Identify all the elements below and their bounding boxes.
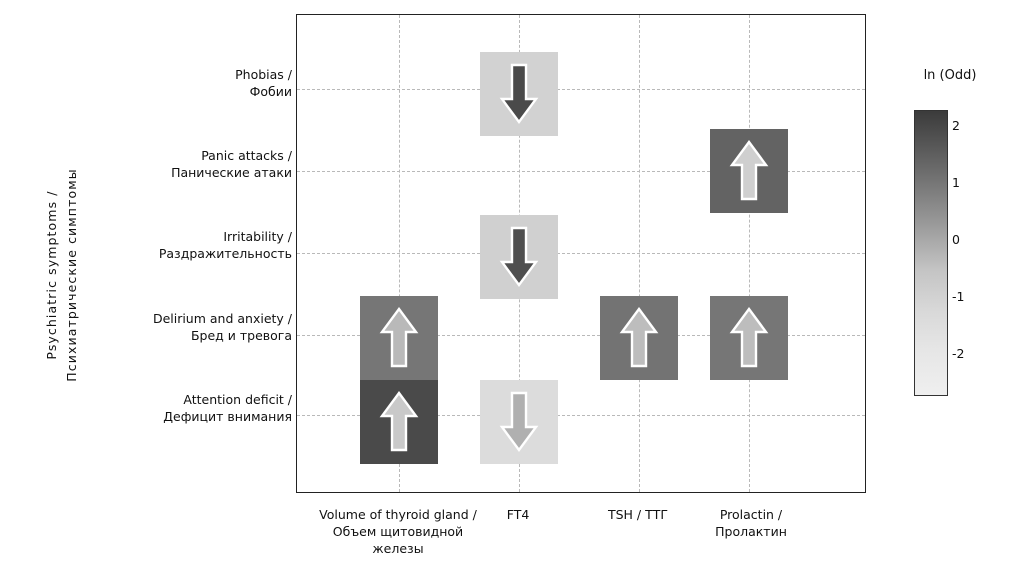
x-tick-label-prolactin: Prolactin / Пролактин bbox=[715, 507, 787, 539]
y-tick-label-attention-deficit: Attention deficit / Дефицит внимания bbox=[163, 392, 292, 424]
y-tick-label-panic-attacks: Panic attacks / Паническиe атаки bbox=[171, 148, 292, 180]
x-tick-label-tsh: TSH / ТТГ bbox=[607, 507, 669, 522]
x-tick-label-ft4: FT4 bbox=[506, 507, 530, 522]
heatmap-cell-delirium-and-anxiety-tsh[interactable] bbox=[600, 296, 678, 380]
colorbar-legend bbox=[908, 68, 1018, 428]
colorbar-tick-neg1: -1 bbox=[952, 289, 965, 304]
heatmap-cell-attention-deficit-ft4[interactable] bbox=[480, 380, 558, 464]
y-tick-label-phobias: Phobias / Фобии bbox=[235, 67, 292, 99]
colorbar-title: ln (Odd) bbox=[923, 68, 977, 83]
heatmap-cell-attention-deficit-thyroid-volume[interactable] bbox=[360, 380, 438, 464]
x-tick-labels bbox=[296, 500, 866, 570]
colorbar-tick-2: 2 bbox=[952, 118, 960, 133]
y-axis-title-line2: Психиатрические симптомы bbox=[64, 168, 79, 382]
gridline-horizontal-row1 bbox=[297, 89, 865, 90]
heatmap-cell-phobias-ft4[interactable] bbox=[480, 52, 558, 136]
heatmap-cell-delirium-and-anxiety-prolactin[interactable] bbox=[710, 296, 788, 380]
gridline-horizontal-row3 bbox=[297, 253, 865, 254]
colorbar-tick-neg2: -2 bbox=[952, 346, 965, 361]
heatmap-cell-irritability-ft4[interactable] bbox=[480, 215, 558, 299]
x-tick-label-thyroid-volume: Volume of thyroid gland / Объем щитовидной железы bbox=[319, 507, 477, 556]
y-tick-label-irritability: Irritability / Раздражительность bbox=[158, 229, 292, 261]
heatmap-cell-panic-attacks-prolactin[interactable] bbox=[710, 129, 788, 213]
heatmap-cell-delirium-and-anxiety-thyroid-volume[interactable] bbox=[360, 296, 438, 380]
plot-area bbox=[296, 14, 866, 493]
colorbar-tick-0: 0 bbox=[952, 232, 960, 247]
y-axis-title-line1: Psychiatric symptoms / bbox=[44, 190, 59, 360]
colorbar-tick-1: 1 bbox=[952, 175, 960, 190]
y-tick-label-delirium-and-anxiety: Delirium and anxiety / Бред и тревога bbox=[152, 311, 292, 343]
colorbar-gradient bbox=[914, 110, 948, 396]
y-tick-labels bbox=[30, 0, 292, 573]
